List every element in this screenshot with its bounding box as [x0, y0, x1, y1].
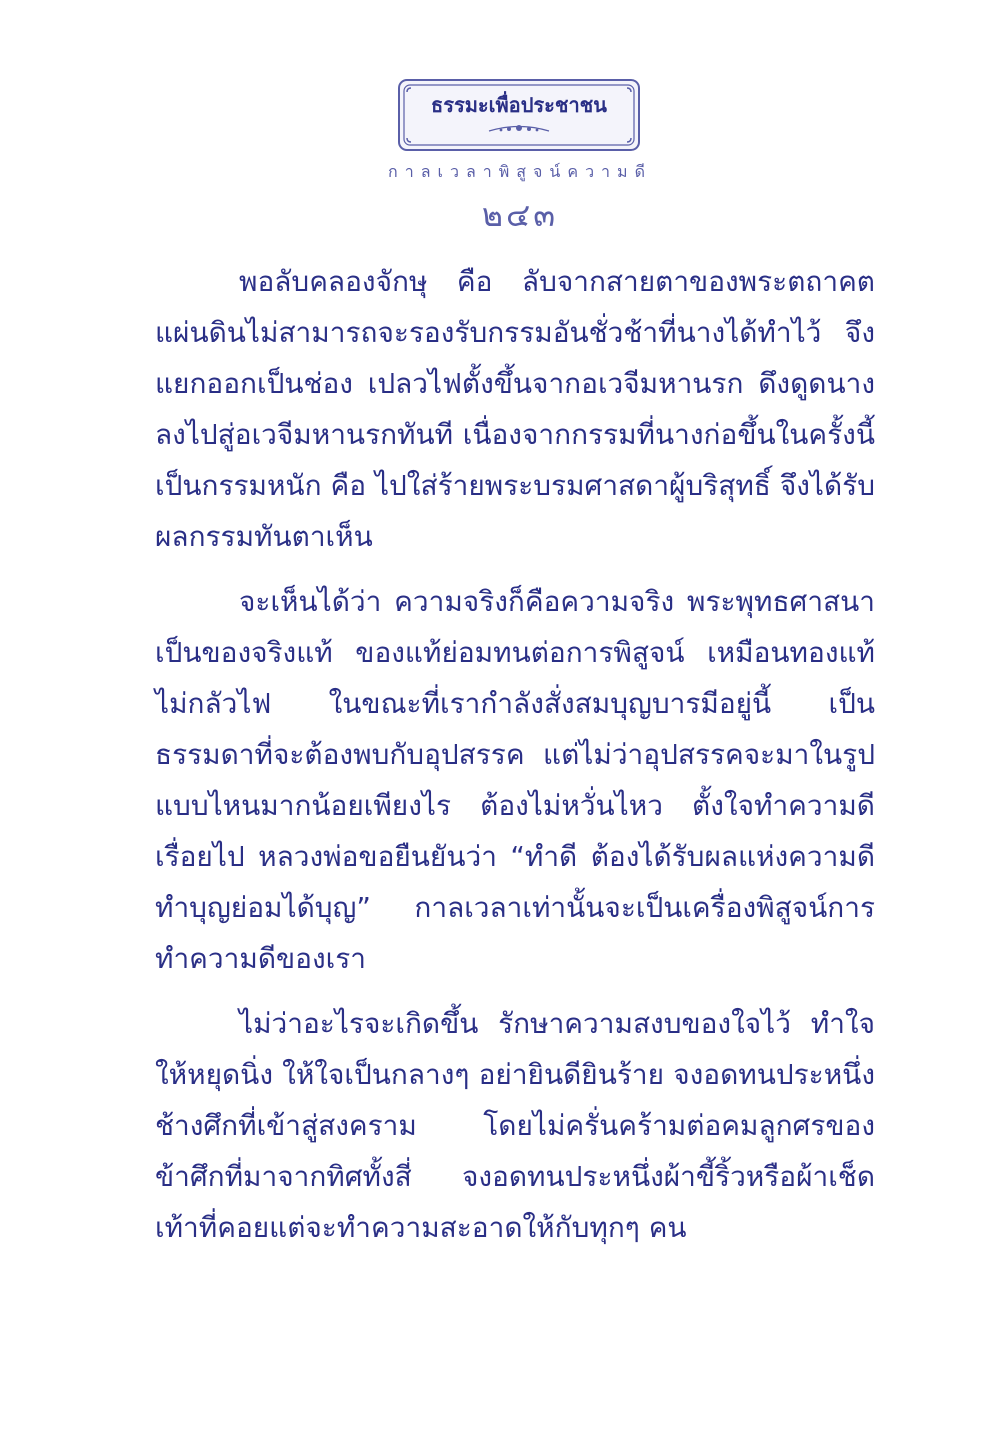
body-text [155, 256, 875, 1267]
logo-frame [397, 78, 641, 152]
paragraph: ไม่ว่าอะไรจะเกิดขึ้น รักษาความสงบของใจไว้ ทำใจให้หยุดนิ่ง ให้ใจเป็นกลางๆ อย่ายินดียินร้าย จงอดทนประหนึ่งช้างศึกที่เข้าสู่สงคราม โดยไม่ครั่นคร้ามต่อคมลูกศรของข้าศึกที่มาจากทิศทั้งสี่ จงอดทนประหนึ่งผ้าขี้ริ้วหรือผ้าเช็ดเท้าที่คอยแต่จะทำความสะอาดให้กับทุกๆ คน [155, 1007, 875, 1244]
chapter-subtitle: กาลเวลาพิสูจน์ความดี [388, 162, 652, 181]
paragraph: พอลับคลองจักษุ คือ ลับจากสายตาของพระตถาคต แผ่นดินไม่สามารถจะรองรับกรรมอันชั่วช้าที่นางได้ทำไว้ จึงแยกออกเป็นช่อง เปลวไฟตั้งขึ้นจากอเวจีมหานรก ดึงดูดนางลงไปสู่อเวจีมหานรกทันที เนื่องจากกรรมที่นางก่อขึ้นในครั้งนี้เป็นกรรมหนัก คือ ไปใส่ร้ายพระบรมศาสดาผู้บริสุทธิ์ จึงได้รับผลกรรมทันตาเห็น [155, 265, 875, 553]
paragraph: จะเห็นได้ว่า ความจริงก็คือความจริง พระพุทธศาสนาเป็นของจริงแท้ ของแท้ย่อมทนต่อการพิสูจน์ เหมือนทองแท้ไม่กลัวไฟ ในขณะที่เรากำลังสั่งสมบุญบารมีอยู่นี้ เป็นธรรมดาที่จะต้องพบกับอุปสรรค แต่ไม่ว่าอุปสรรคจะมาในรูปแบบไหนมากน้อยเพียงไร ต้องไม่หวั่นไหว ตั้งใจทำความดีเรื่อยไป หลวงพ่อขอยืนยันว่า “ทำดี ต้องได้รับผลแห่งความดี ทำบุญย่อมได้บุญ” กาลเวลาเท่านั้นจะเป็นเครื่องพิสูจน์การทำความดีของเรา [155, 585, 875, 975]
header-logo [397, 78, 641, 152]
page-number: ๒๔๓ [481, 196, 559, 234]
logo-text: ธรรมะเพื่อประชาชน [431, 93, 607, 117]
